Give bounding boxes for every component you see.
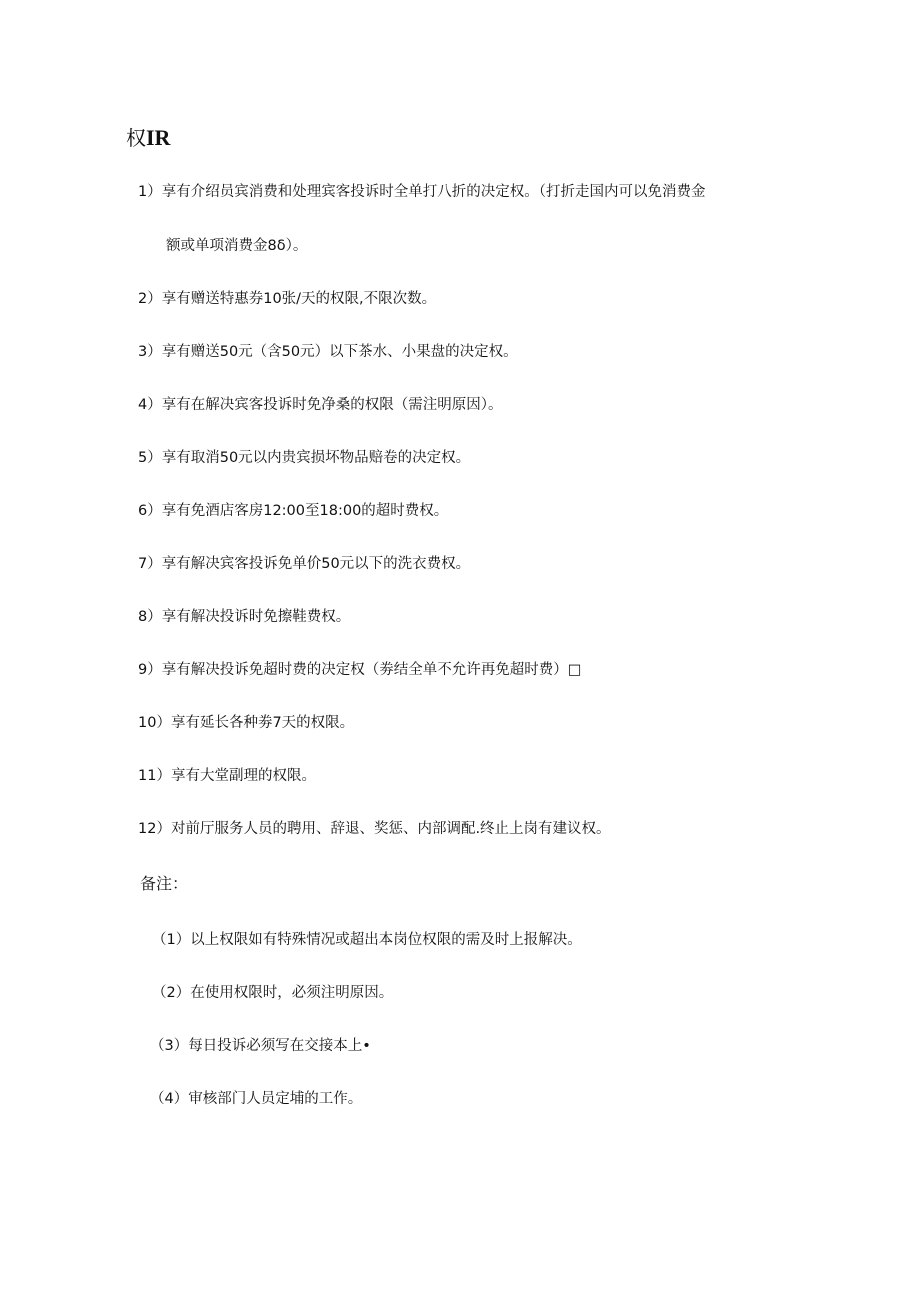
note-item: （3）每日投诉必须写在交接本上• (150, 1038, 371, 1054)
title-main: 权 (126, 126, 146, 150)
list-item: 2）享有赠送特惠券10张/天的权限,不限次数。 (138, 291, 437, 307)
page-title (126, 124, 170, 152)
notes-heading: 备注： (140, 874, 189, 893)
list-item: 4）享有在解决宾客投诉时免净桑的权限（需注明原因）。 (138, 397, 503, 413)
list-item: 3）享有赠送50元（含50元）以下茶水、小果盘的决定权。 (138, 344, 518, 360)
list-item: 8）享有解决投诉时免擦鞋费权。 (138, 609, 351, 625)
title-suffix: IR (146, 125, 171, 150)
note-item: （4）审核部门人员定埔的工作。 (150, 1091, 363, 1107)
list-item: 7）享有解决宾客投诉免单价50元以下的洗衣费权。 (138, 556, 471, 572)
note-item: （1）以上权限如有特殊情况或超出本岗位权限的需及时上报解决。 (152, 932, 582, 948)
list-item: 10）享有延长各种劵7天的权限。 (138, 715, 355, 731)
list-item: 11）享有大堂副理的权限。 (138, 768, 316, 784)
list-item: 12）对前厅服务人员的聘用、辞退、奖惩、内部调配.终止上岗有建议权。 (138, 821, 611, 837)
list-item: 5）享有取消50元以内贵宾损坏物品赔卷的决定权。 (138, 450, 471, 466)
note-item: （2）在使用权限时，必须注明原因。 (152, 985, 394, 1001)
list-item-continuation: 额或单项消费金8δ）。 (166, 238, 308, 254)
list-item: 9）享有解决投诉免超时费的决定权（劵结全单不允许再免超时费）□ (138, 662, 582, 678)
list-item: 1）享有介绍员宾消费和处理宾客投诉时全单打八折的决定权。（打折走国内可以免消费金 (138, 184, 706, 200)
list-item: 6）享有免酒店客房12:00至18:00的超时费权。 (138, 503, 449, 519)
